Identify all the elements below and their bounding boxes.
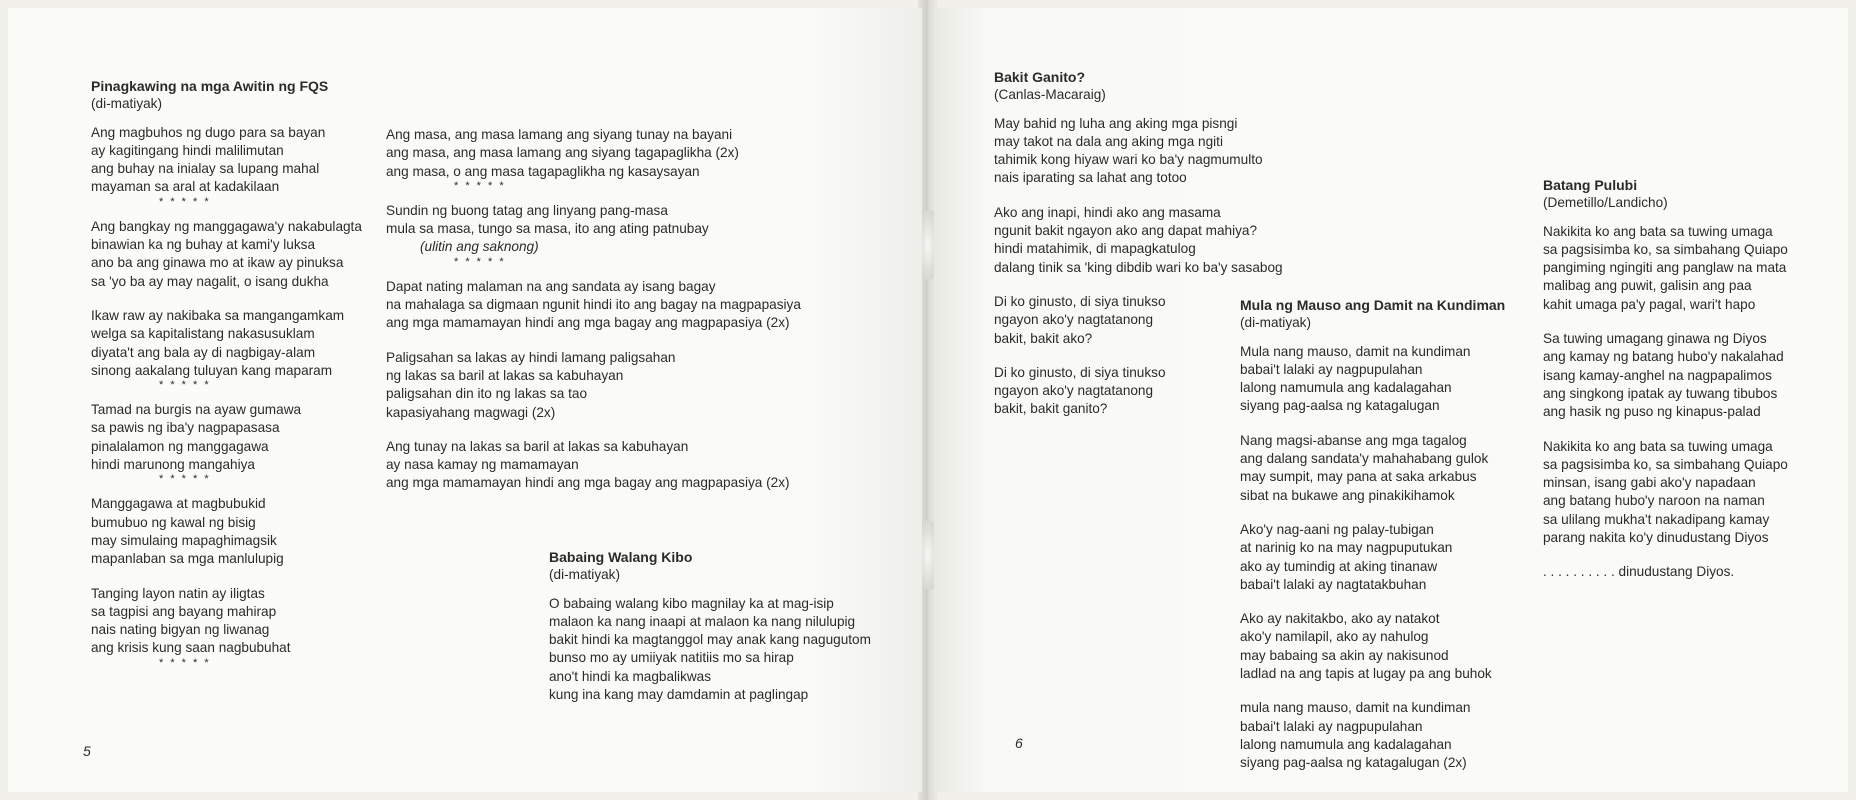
lyric-line: ang masa, ang masa lamang ang siyang tagapaglikha (2x): [386, 145, 739, 161]
stanza: [1543, 223, 1788, 314]
stanza: [994, 204, 1283, 277]
stanza-separator: * * * * *: [159, 195, 211, 208]
stanza: [91, 218, 362, 291]
lyric-line: hindi matahimik, di mapagkatulog: [994, 241, 1196, 257]
lyric-line: ang buhay na inialay sa lupang mahal: [91, 161, 320, 177]
lyric-line: mapanlaban sa mga manlulupig: [91, 551, 284, 567]
lyric-line: bakit hindi ka magtanggol may anak kang nagugutom: [549, 632, 871, 648]
lyric-line: ang mga mamamayan hindi ang mga bagay ang magpapasiya (2x): [386, 315, 790, 331]
stanza: [994, 115, 1283, 188]
song-subtitle: (di-matiyak): [549, 567, 620, 583]
stanza: [1240, 343, 1505, 416]
song-title: Bakit Ganito?: [994, 69, 1086, 85]
lyric-line: Ako ang inapi, hindi ako ang masama: [994, 204, 1221, 220]
lyric-line: bumubuo ng kawal ng bisig: [91, 514, 256, 530]
stanza-separator: * * * * *: [159, 656, 211, 669]
lyric-line: isang kamay-anghel na nagpapalimos: [1543, 367, 1772, 383]
lyric-line: mayaman sa aral at kadakilaan: [91, 179, 280, 195]
stanza: [91, 401, 362, 485]
lyric-line: bunso mo ay umiiyak natitiis mo sa hirap: [549, 650, 794, 666]
lyric-line: ay nasa kamay ng mamamayan: [386, 457, 579, 473]
lyric-line: Ang bangkay ng manggagawa'y nakabulagta: [91, 218, 362, 234]
lyric-line: May bahid ng luha ang aking mga pisngi: [994, 115, 1238, 131]
lyric-line: lalong namumula ang kadalagahan: [1240, 736, 1452, 752]
lyric-line: ang masa, o ang masa tagapaglikha ng kasaysayan: [386, 163, 700, 179]
stanza-separator: * * * * *: [159, 473, 211, 486]
lyric-line: pinalalamon ng manggagawa: [91, 438, 269, 454]
lyric-line: kung ina kang may damdamin at paglingap: [549, 687, 809, 703]
lyric-line: babai't lalaki ay nagpupulahan: [1240, 361, 1423, 377]
lyric-line: paligsahan din ito ng lakas sa tao: [386, 386, 588, 402]
lyric-line: . . . . . . . . . . dinudustang Diyos.: [1543, 564, 1735, 580]
lyric-line: siyang pag-aalsa ng katagalugan: [1240, 398, 1440, 414]
lyric-line: bakit, bakit ako?: [994, 330, 1093, 346]
song-title: Batang Pulubi: [1543, 177, 1638, 193]
lyric-line: lalong namumula ang kadalagahan: [1240, 380, 1452, 396]
lyric-line: babai't lalaki ay nagtatakbuhan: [1240, 576, 1427, 592]
lyric-line: ano't hindi ka magbalikwas: [549, 668, 712, 684]
lyric-line: Nang magsi-abanse ang mga tagalog: [1240, 432, 1467, 448]
lyric-line: may babaing sa akin ay nakisunod: [1240, 647, 1449, 663]
lyric-line: sa pagsisimba ko, sa simbahang Quiapo: [1543, 456, 1788, 472]
lyric-line: hindi marunong mangahiya: [91, 457, 255, 473]
song-title: Pinagkawing na mga Awitin ng FQS: [91, 78, 329, 94]
song-babaing-walang-kibo: [541, 548, 871, 720]
lyric-line: sa ulilang mukha't nakadipang kamay: [1543, 511, 1770, 527]
lyric-line: mula sa masa, tungo sa masa, ito ang ating patnubay: [386, 221, 709, 237]
lyric-line: Di ko ginusto, di siya tinukso: [994, 293, 1166, 309]
stanza: [1240, 432, 1505, 505]
lyric-line: Sundin ng buong tatag ang linyang pang-masa: [386, 202, 668, 218]
lyric-line: at narinig ko na may nagpuputukan: [1240, 540, 1453, 556]
lyric-line: ngayon ako'y nagtatanong: [994, 383, 1154, 399]
lyric-line: ang hasik ng puso ng kinapus-palad: [1543, 404, 1761, 420]
song-title: Babaing Walang Kibo: [549, 549, 693, 565]
lyric-line: Nakikita ko ang bata sa tuwing umaga: [1543, 223, 1773, 239]
lyric-line: tahimik kong hiyaw wari ko ba'y nagmumulto: [994, 152, 1263, 168]
stanza: [1240, 699, 1505, 772]
lyric-line: sinong aakalang tuluyan kang maparam: [91, 362, 333, 378]
lyric-line: Ang magbuhos ng dugo para sa bayan: [91, 124, 326, 140]
stanza: [1543, 438, 1788, 548]
lyric-line: sa 'yo ba ay may nagalit, o isang dukha: [91, 273, 329, 289]
lyric-line: babai't lalaki ay nagpupulahan: [1240, 718, 1423, 734]
lyric-line: ang singkong ipatak ay tuwang tibubos: [1543, 385, 1778, 401]
stanza: [549, 595, 871, 705]
lyric-line: Mula nang mauso, damit na kundiman: [1240, 343, 1471, 359]
lyric-line: ladlad na ang tapis at lugay pa ang buhok: [1240, 666, 1492, 682]
lyric-line: Dapat nating malaman na ang sandata ay isang bagay: [386, 278, 716, 294]
lyric-line: Di ko ginusto, di siya tinukso: [994, 364, 1166, 380]
song-subtitle: (di-matiyak): [91, 96, 162, 112]
lyric-line: minsan, isang gabi ako'y napadaan: [1543, 475, 1756, 491]
lyric-line: nais iparating sa lahat ang totoo: [994, 170, 1187, 186]
lyric-line: ng lakas sa baril at lakas sa kabuhayan: [386, 367, 624, 383]
lyric-line: siyang pag-aalsa ng katagalugan (2x): [1240, 755, 1467, 771]
repeat-note: (ulitin ang saknong): [420, 239, 539, 255]
stanza: [1240, 610, 1505, 683]
lyric-line: parang nakita ko'y dinudustang Diyos: [1543, 530, 1769, 546]
lyric-line: Sa tuwing umagang ginawa ng Diyos: [1543, 331, 1767, 347]
lyric-line: Tanging layon natin ay iligtas: [91, 585, 265, 601]
lyric-line: binawian ka ng buhay at kami'y luksa: [91, 237, 315, 253]
stanza: [386, 438, 801, 493]
song-subtitle: (Canlas-Macaraig): [994, 87, 1106, 103]
stanza: [1543, 330, 1788, 421]
lyric-line: Ang masa, ang masa lamang ang siyang tunay na bayani: [386, 127, 733, 142]
song-batang-pulubi: [1543, 176, 1788, 598]
lyric-line: welga sa kapitalistang nakasusuklam: [91, 326, 315, 342]
lyric-line: pangiming ngingiti ang panglaw na mata: [1543, 260, 1787, 276]
lyric-line: ang krisis kung saan nagbubuhat: [91, 640, 291, 656]
stanza: [91, 307, 362, 391]
left-page: [8, 8, 922, 792]
lyric-line: ang batang hubo'y naroon na naman: [1543, 493, 1765, 509]
song-subtitle: (di-matiyak): [1240, 315, 1311, 331]
right-page: [934, 8, 1848, 792]
lyric-line: Nakikita ko ang bata sa tuwing umaga: [1543, 438, 1773, 454]
lyric-line: kahit umaga pa'y pagal, wari't hapo: [1543, 296, 1756, 312]
lyric-line: sa pawis ng iba'y nagpapasasa: [91, 420, 280, 436]
lyric-line: ngunit bakit ngayon ako ang dapat mahiya?: [994, 223, 1258, 239]
lyric-line: Ikaw raw ay nakibaka sa mangangamkam: [91, 307, 345, 323]
stanza: [386, 278, 801, 333]
lyric-line: may takot na dala ang aking mga ngiti: [994, 133, 1223, 149]
stanza: [91, 124, 362, 208]
stanza: [1543, 563, 1788, 581]
lyric-line: sa pagsisimba ko, sa simbahang Quiapo: [1543, 241, 1788, 257]
lyric-line: ay kagitingang hindi malilimutan: [91, 142, 284, 158]
stanza-separator: * * * * *: [454, 255, 506, 268]
lyric-line: O babaing walang kibo magnilay ka at mag-isip: [549, 595, 834, 611]
lyric-line: ngayon ako'y nagtatanong: [994, 312, 1154, 328]
lyric-line: mula nang mauso, damit na kundiman: [1240, 700, 1471, 716]
lyric-line: ang mga mamamayan hindi ang mga bagay ang magpapasiya (2x): [386, 475, 790, 491]
lyric-line: Paligsahan sa lakas ay hindi lamang paligsahan: [386, 349, 676, 365]
lyric-line: ako ay tumindig at aking tinanaw: [1240, 558, 1438, 574]
lyric-line: may sumpit, may pana at saka arkabus: [1240, 469, 1477, 485]
stanza-separator: * * * * *: [454, 179, 506, 192]
lyric-line: bakit, bakit ganito?: [994, 401, 1108, 417]
lyric-line: malaon ka nang inaapi at malaon ka nang nilulupig: [549, 613, 856, 629]
stanza: [1240, 521, 1505, 594]
lyric-line: diyata't ang bala ay di nagbigay-alam: [91, 344, 316, 360]
lyric-line: dalang tinik sa 'king dibdib wari ko ba'y sasabog: [994, 259, 1283, 275]
lyric-line: sa tagpisi ang bayang mahirap: [91, 603, 277, 619]
lyric-line: malibag ang puwit, galisin ang paa: [1543, 278, 1752, 294]
lyric-line: kapasiyahang magwagi (2x): [386, 404, 556, 420]
stanza: [91, 495, 362, 568]
lyric-line: Ako'y nag-aani ng palay-tubigan: [1240, 521, 1434, 537]
lyric-line: Tamad na burgis na ayaw gumawa: [91, 402, 302, 418]
lyric-line: Ako ay nakitakbo, ako ay natakot: [1240, 611, 1440, 627]
lyric-line: Manggagawa at magbubukid: [91, 496, 266, 512]
stanza-separator: * * * * *: [159, 379, 211, 392]
stanza: [91, 585, 362, 669]
lyric-line: nais nating bigyan ng liwanag: [91, 622, 270, 638]
lyric-line: ang kamay ng batang hubo'y nakalahad: [1543, 349, 1784, 365]
lyric-line: Ang tunay na lakas sa baril at lakas sa kabuhayan: [386, 438, 689, 454]
song-subtitle: (Demetillo/Landicho): [1543, 195, 1668, 211]
song-title: Mula ng Mauso ang Damit na Kundiman: [1240, 297, 1506, 313]
lyric-line: may simulaing mapaghimagsik: [91, 532, 277, 548]
song-pinagkawing-col1: [91, 77, 362, 679]
lyric-line: sibat na bukawe ang pinakikihamok: [1240, 487, 1455, 503]
song-mula-ng-mauso: [1240, 296, 1505, 789]
song-pinagkawing-col2: [386, 126, 801, 509]
stanza: [386, 349, 801, 422]
lyric-line: ano ba ang ginawa mo at ikaw ay pinuksa: [91, 255, 344, 271]
page-number: 6: [1015, 735, 1023, 751]
lyric-line: na mahalaga sa digmaan ngunit hindi ito ang bagay na magpapasiya: [386, 297, 801, 313]
lyric-line: ang dalang sandata'y mahahabang gulok: [1240, 451, 1489, 467]
page-number: 5: [83, 743, 91, 759]
stanza: [386, 126, 801, 192]
lyric-line: ako'y namilapil, ako ay nahulog: [1240, 629, 1429, 645]
stanza: [386, 202, 801, 268]
